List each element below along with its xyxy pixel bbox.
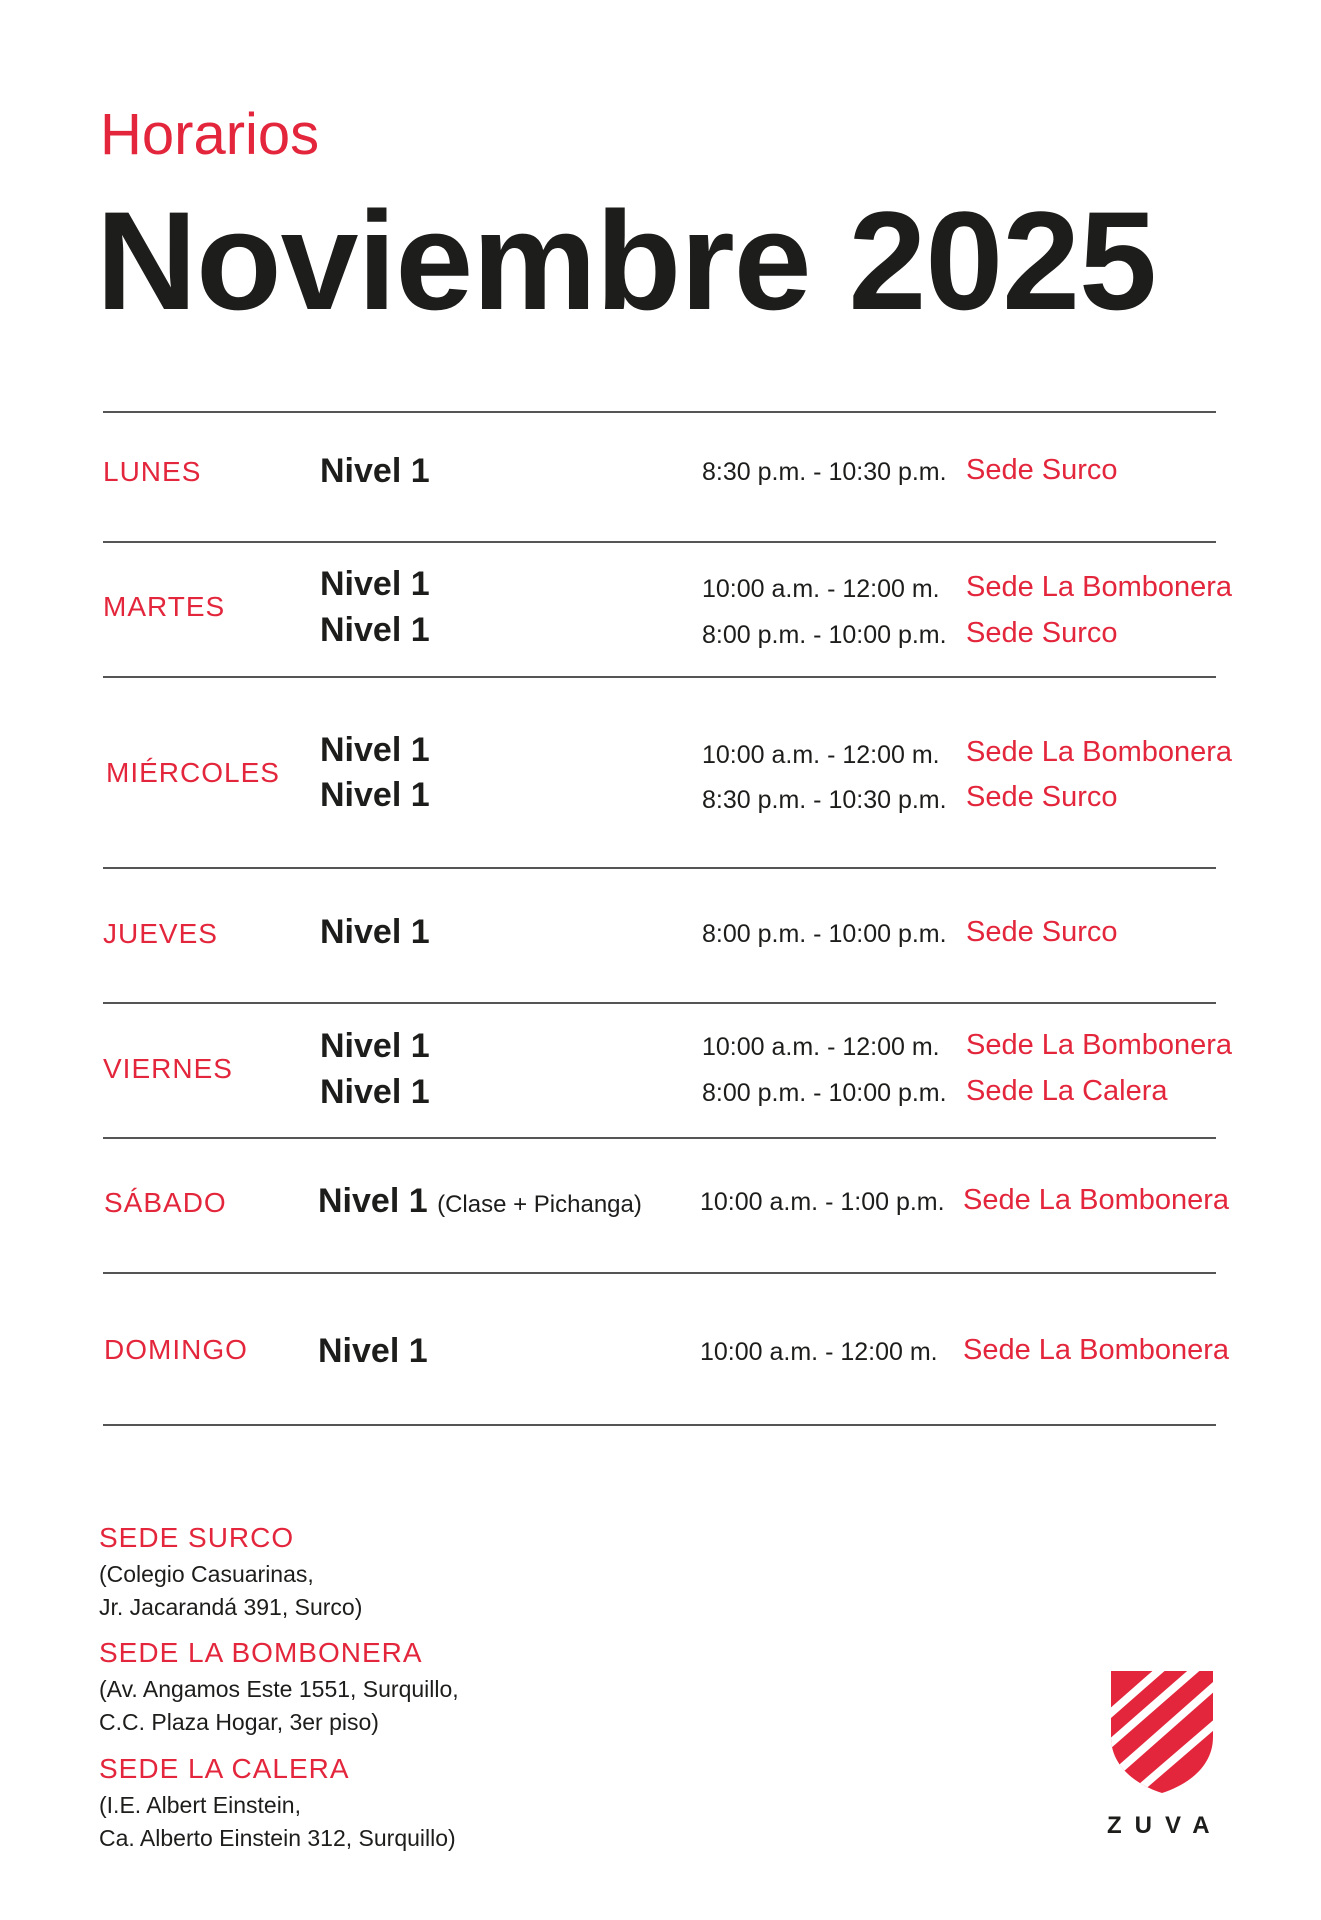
level-label: Nivel 1 <box>320 731 430 769</box>
time-range: 10:00 a.m. - 12:00 m. <box>702 575 940 603</box>
day-label: SÁBADO <box>104 1187 227 1218</box>
divider <box>103 867 1216 869</box>
time-range: 8:30 p.m. - 10:30 p.m. <box>702 458 947 486</box>
level-label: Nivel 1 <box>318 1332 428 1370</box>
location-address: (I.E. Albert Einstein, <box>99 1792 301 1818</box>
sede-name: Sede La Bombonera <box>963 1334 1230 1366</box>
time-range: 8:30 p.m. - 10:30 p.m. <box>702 786 947 814</box>
level-label: Nivel 1 <box>320 1027 430 1065</box>
day-label: LUNES <box>103 456 202 487</box>
location-address: (Colegio Casuarinas, <box>99 1561 314 1587</box>
time-range: 10:00 a.m. - 12:00 m. <box>702 741 940 769</box>
divider <box>103 676 1216 678</box>
day-label: DOMINGO <box>104 1334 248 1365</box>
time-range: 8:00 p.m. - 10:00 p.m. <box>702 920 947 948</box>
level-label: Nivel 1 <box>320 611 430 649</box>
sede-name: Sede La Bombonera <box>963 1184 1230 1216</box>
location-address: (Av. Angamos Este 1551, Surquillo, <box>99 1676 459 1702</box>
divider <box>103 1002 1216 1004</box>
location-address: Ca. Alberto Einstein 312, Surquillo) <box>99 1825 456 1851</box>
day-label: VIERNES <box>103 1053 233 1084</box>
divider <box>103 1424 1216 1426</box>
location-address: C.C. Plaza Hogar, 3er piso) <box>99 1709 379 1735</box>
sede-name: Sede Surco <box>966 454 1118 486</box>
divider <box>103 1137 1216 1139</box>
level-note: (Clase + Pichanga) <box>437 1191 642 1218</box>
level-text: Nivel 1 <box>318 1182 428 1220</box>
level-label: Nivel 1 <box>320 776 430 814</box>
location-heading: SEDE LA BOMBONERA <box>99 1637 423 1668</box>
level-label <box>318 1182 642 1221</box>
page-subtitle: Horarios <box>100 102 320 167</box>
level-label: Nivel 1 <box>320 565 430 603</box>
sede-name: Sede Surco <box>966 916 1118 948</box>
time-range: 10:00 a.m. - 12:00 m. <box>700 1338 938 1366</box>
divider <box>103 1272 1216 1274</box>
zuva-shield-logo <box>1107 1667 1217 1795</box>
time-range: 10:00 a.m. - 12:00 m. <box>702 1033 940 1061</box>
level-label: Nivel 1 <box>320 1073 430 1111</box>
level-label: Nivel 1 <box>320 452 430 490</box>
sede-name: Sede La Bombonera <box>966 1029 1233 1061</box>
sede-name: Sede La Bombonera <box>966 571 1233 603</box>
sede-name: Sede La Bombonera <box>966 736 1233 768</box>
divider <box>103 541 1216 543</box>
page-title: Noviembre 2025 <box>96 182 1156 339</box>
sede-name: Sede Surco <box>966 617 1118 649</box>
sede-name: Sede Surco <box>966 781 1118 813</box>
day-label: JUEVES <box>103 918 218 949</box>
sede-name: Sede La Calera <box>966 1075 1168 1107</box>
location-heading: SEDE LA CALERA <box>99 1753 350 1784</box>
location-heading: SEDE SURCO <box>99 1522 295 1553</box>
day-label: MARTES <box>103 591 226 622</box>
time-range: 10:00 a.m. - 1:00 p.m. <box>700 1188 945 1216</box>
location-address: Jr. Jacarandá 391, Surco) <box>99 1594 363 1620</box>
time-range: 8:00 p.m. - 10:00 p.m. <box>702 621 947 649</box>
divider <box>103 411 1216 413</box>
day-label: MIÉRCOLES <box>106 757 280 788</box>
brand-name: ZUVA <box>1107 1812 1223 1839</box>
time-range: 8:00 p.m. - 10:00 p.m. <box>702 1079 947 1107</box>
level-label: Nivel 1 <box>320 913 430 951</box>
